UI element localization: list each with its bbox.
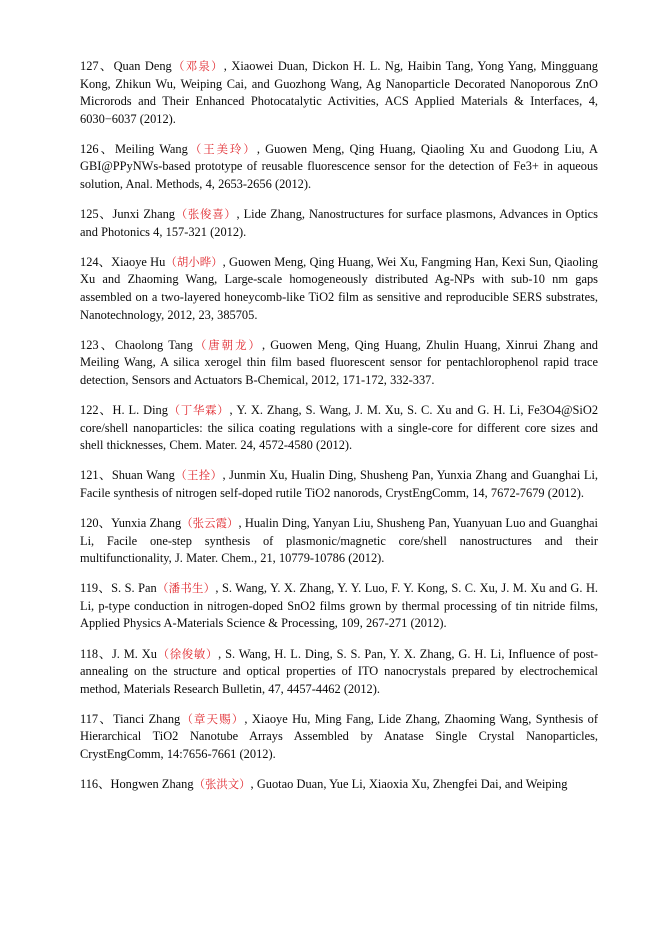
reference-lead-author: Junxi Zhang xyxy=(112,207,175,222)
reference-separator: 、 xyxy=(98,337,116,352)
reference-separator: 、 xyxy=(98,515,112,530)
reference-chinese-name: （章天赐） xyxy=(180,711,245,726)
reference-chinese-name: （张云霞） xyxy=(181,515,239,530)
reference-separator: 、 xyxy=(98,777,111,792)
reference-lead-author: Chaolong Tang xyxy=(115,337,193,352)
reference-chinese-name: （王拴） xyxy=(174,468,223,483)
reference-entry xyxy=(80,711,598,764)
reference-chinese-name: （王美玲） xyxy=(187,141,257,156)
reference-citation-text: , Xiaowei Duan, Dickon H. L. Ng, Haibin Tang, Yong Yang, Mingguang Kong, Zhikun Wu, Weiping Cai, and Guozhong Wang, Ag Nanoparticle Decorated Nanoporous ZnO Microrods and Their Enhanced Photocatalytic Activities, ACS Applied Materials & Interfaces, 4, 6030−6037 (2012). xyxy=(80,59,598,126)
reference-separator: 、 xyxy=(98,646,112,661)
reference-lead-author: Yunxia Zhang xyxy=(111,515,182,530)
reference-number: 125 xyxy=(80,207,99,222)
reference-chinese-name: （唐朝龙） xyxy=(192,337,262,352)
reference-citation-text: , S. Wang, H. L. Ding, S. S. Pan, Y. X. Zhang, G. H. Li, Influence of post-annealing on the structure and optical properties of ITO nanocrystals prepared by electrochemical method, Materials Research Bulletin, 47, 4457-4462 (2012). xyxy=(80,646,598,696)
reference-separator: 、 xyxy=(98,254,112,269)
reference-citation-text: , Xiaoye Hu, Ming Fang, Lide Zhang, Zhaoming Wang, Synthesis of Hierarchical TiO2 Nanotube Arrays Assembled by Anatase Single Crystal Nanoparticles, CrystEngComm, 14:7656-7661 (2012). xyxy=(80,711,598,761)
reference-entry xyxy=(80,337,598,390)
reference-separator: 、 xyxy=(98,59,114,73)
reference-separator: 、 xyxy=(98,207,113,222)
reference-number: 116 xyxy=(80,777,99,792)
reference-separator: 、 xyxy=(98,403,113,417)
reference-lead-author: Xiaoye Hu xyxy=(111,254,166,269)
reference-chinese-name: （张洪文） xyxy=(193,777,251,792)
reference-citation-text: , Lide Zhang, Nanostructures for surface plasmons, Advances in Optics and Photonics 4, 157-321 (2012). xyxy=(80,207,598,239)
reference-citation-text: , Guowen Meng, Qing Huang, Zhulin Huang, Xinrui Zhang and Meiling Wang, A silica xerogel thin film based fluorescent sensor for pentachlorophenol rapid trace detection, Sensors and Actuators B-Chemical, 2012, 171-172, 332-337. xyxy=(80,337,599,387)
reference-lead-author: Meiling Wang xyxy=(115,141,188,156)
reference-entry xyxy=(80,141,598,194)
reference-list xyxy=(80,58,598,794)
reference-entry xyxy=(80,254,598,324)
reference-number: 124 xyxy=(80,254,99,269)
reference-entry xyxy=(80,580,598,633)
reference-lead-author: Tianci Zhang xyxy=(112,711,181,726)
reference-chinese-name: （潘书生） xyxy=(156,581,216,596)
reference-lead-author: H. L. Ding xyxy=(112,403,168,417)
reference-chinese-name: （丁华霖） xyxy=(167,403,230,417)
reference-chinese-name: （邓泉） xyxy=(171,59,224,73)
reference-chinese-name: （胡小晔） xyxy=(165,254,223,269)
reference-entry xyxy=(80,206,598,241)
reference-separator: 、 xyxy=(98,581,112,596)
reference-number: 119 xyxy=(80,581,99,596)
reference-chinese-name: （徐俊敏） xyxy=(156,646,219,661)
reference-number: 127 xyxy=(80,59,99,73)
reference-number: 122 xyxy=(80,403,99,417)
reference-entry xyxy=(80,467,598,502)
reference-separator: 、 xyxy=(98,711,113,726)
reference-number: 123 xyxy=(80,337,99,352)
reference-number: 120 xyxy=(80,515,99,530)
reference-entry xyxy=(80,402,598,455)
reference-lead-author: S. S. Pan xyxy=(111,581,157,596)
reference-lead-author: Quan Deng xyxy=(113,59,172,73)
reference-lead-author: Shuan Wang xyxy=(111,468,175,483)
reference-citation-text: , Junmin Xu, Hualin Ding, Shusheng Pan, Yunxia Zhang and Guanghai Li, Facile synthesis of nitrogen self-doped rutile TiO2 nanorods, CrystEngComm, 14, 7672-7679 (2012). xyxy=(80,468,598,500)
reference-entry xyxy=(80,646,598,699)
reference-citation-text: , Guotao Duan, Yue Li, Xiaoxia Xu, Zhengfei Dai, and Weiping xyxy=(250,777,568,792)
reference-citation-text: , Guowen Meng, Qing Huang, Wei Xu, Fangming Han, Kexi Sun, Qiaoling Xu and Zhaoming Wang, Large-scale homogeneously distributed Ag-NPs with sub-10 nm gaps assembled on a two-layered honeycomb-like TiO2 film as sensitive and reproducible SERS substrates, Nanotechnology, 2012, 23, 385705. xyxy=(80,254,599,322)
reference-entry xyxy=(80,58,598,128)
reference-citation-text: , S. Wang, Y. X. Zhang, Y. Y. Luo, F. Y. Kong, S. C. Xu, J. M. Xu and G. H. Li, p-type conduction in nitrogen-doped SnO2 films grown by thermal processing of tin nitride films, Applied Physics A-Materials Science & Processing, 109, 267-271 (2012). xyxy=(80,581,599,631)
reference-citation-text: , Y. X. Zhang, S. Wang, J. M. Xu, S. C. Xu and G. H. Li, Fe3O4@SiO2 core/shell nanoparticles: the silica coating regulations with a single-core for different core sizes and shell thicknesses, Chem. Mater. 24, 4572-4580 (2012). xyxy=(80,403,599,453)
reference-separator: 、 xyxy=(98,141,116,156)
reference-entry xyxy=(80,515,598,568)
reference-number: 121 xyxy=(80,468,99,483)
reference-citation-text: , Hualin Ding, Yanyan Liu, Shusheng Pan, Yuanyuan Luo and Guanghai Li, Facile one-step synthesis of plasmonic/magnetic core/shell nanostructures and their multifunctionality, J. Mater. Chem., 21, 10779-10786 (2012). xyxy=(80,515,598,566)
reference-chinese-name: （张俊喜） xyxy=(174,207,237,222)
reference-lead-author: Hongwen Zhang xyxy=(110,777,194,792)
reference-citation-text: , Guowen Meng, Qing Huang, Qiaoling Xu and Guodong Liu, A GBI@PPyNWs-based prototype of reusable fluorescence sensor for the detection of Fe3+ in aqueous solution, Anal. Methods, 4, 2653-2656 (2012). xyxy=(80,141,598,192)
reference-number: 117 xyxy=(80,711,99,726)
reference-entry xyxy=(80,776,598,794)
reference-number: 126 xyxy=(80,141,99,156)
reference-number: 118 xyxy=(80,646,99,661)
reference-separator: 、 xyxy=(98,468,112,483)
reference-lead-author: J. M. Xu xyxy=(111,646,157,661)
